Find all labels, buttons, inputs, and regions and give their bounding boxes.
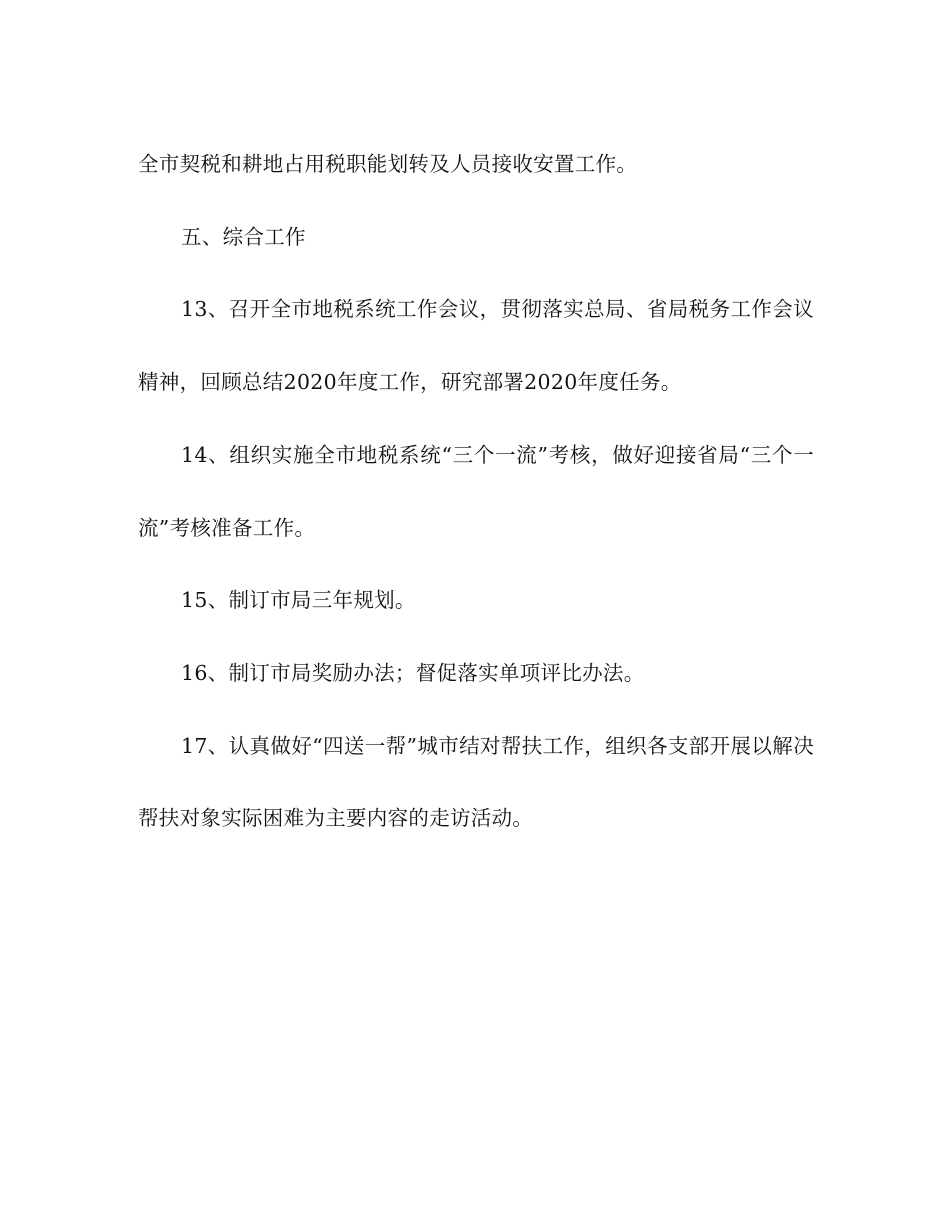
paragraph-item-14: 14、组织实施全市地税系统“三个一流”考核，做好迎接省局“三个一流”考核准备工作。 [138,442,814,540]
paragraph-continuation: 全市契税和耕地占用税职能划转及人员接收安置工作。 [138,152,638,176]
section-heading-comprehensive-work: 五、综合工作 [181,224,306,249]
paragraph-item-15: 15、制订市局三年规划。 [181,588,416,613]
paragraph-item-13: 13、召开全市地税系统工作会议，贯彻落实总局、省局税务工作会议精神，回顾总结2020年度工作，研究部署2020年度任务。 [138,297,814,395]
document-body [138,128,814,855]
paragraph-item-16: 16、制订市局奖励办法；督促落实单项评比办法。 [181,660,645,685]
paragraph-item-17: 17、认真做好“四送一帮”城市结对帮扶工作，组织各支部开展以解决帮扶对象实际困难为主要内容的走访活动。 [138,733,814,831]
